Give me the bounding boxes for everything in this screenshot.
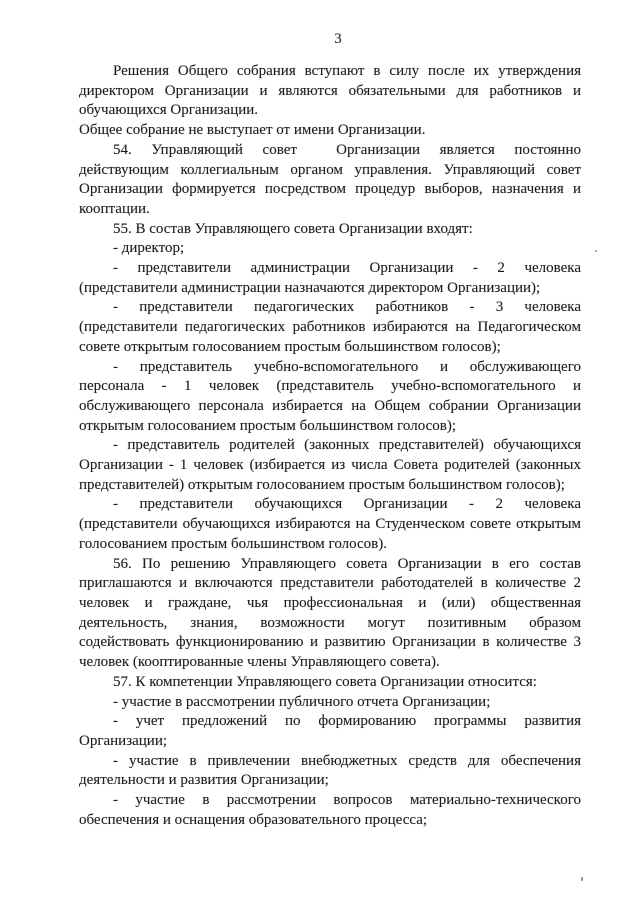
text-line: действующим коллегиальным органом управления. Управляющий совет <box>79 161 581 178</box>
scan-artifact-dot <box>581 877 584 881</box>
text-line: представителей) открытым голосованием простым большинством голосов); <box>79 476 565 493</box>
text-line: приглашаются и включаются представители работодателей в количестве 2 <box>79 575 581 592</box>
text-line: - директор; <box>113 240 185 257</box>
text-line: 56. По решению Управляющего совета Организации в его состав <box>113 555 581 572</box>
text-line: директором Организации и являются обязательными для работников и <box>79 82 581 99</box>
text-line: человек (кооптированные члены Управляющего совета). <box>79 654 440 671</box>
text-line: совете открытым голосованием простым большинством голосов); <box>79 338 501 355</box>
text-line: 54. Управляющий совет Организации является постоянно <box>113 141 581 158</box>
text-line: - представители педагогических работников - 3 человека <box>113 299 581 316</box>
text-line: - участие в привлечении внебюджетных средств для обеспечения <box>113 752 581 769</box>
text-line: голосованием простым большинством голосов). <box>79 535 387 552</box>
scan-artifact-dot <box>595 250 597 252</box>
text-line: - представители обучающихся Организации - 2 человека <box>113 496 581 513</box>
text-line: Организации формируется посредством процедур выборов, назначения и <box>79 181 581 198</box>
text-line: открытым голосованием простым большинством голосов); <box>79 417 456 434</box>
text-line: 57. К компетенции Управляющего совета Организации относится: <box>113 673 537 690</box>
text-line: обеспечения и оснащения образовательного процесса; <box>79 811 428 828</box>
text-line: Организации - 1 человек (избирается из числа Совета родителей (законных <box>79 457 581 474</box>
text-line: деятельности и развития Организации; <box>79 772 329 789</box>
text-line: Организации; <box>79 732 168 749</box>
text-line: деятельность, знания, возможности могут позитивным образом <box>79 614 581 631</box>
text-line: - представитель родителей (законных представителей) обучающихся <box>113 437 581 454</box>
text-line: (представители обучающихся избираются на Студенческом совете открытым <box>79 516 581 533</box>
text-line: - участие в рассмотрении вопросов материально-технического <box>113 792 581 809</box>
text-line: содействовать функционированию и развитию Организации в количестве 3 <box>79 634 581 651</box>
text-line: человек и граждане, чья профессиональная и (или) общественная <box>79 594 581 611</box>
text-line: кооптации. <box>79 200 150 217</box>
text-line: - представители администрации Организации - 2 человека <box>113 260 581 277</box>
text-line: 55. В состав Управляющего совета Организации входят: <box>113 220 473 237</box>
text-line: - учет предложений по формированию программы развития <box>113 713 581 730</box>
text-line: - представитель учебно-вспомогательного и обслуживающего <box>113 358 581 375</box>
text-line: обслуживающего персонала избирается на Общем собрании Организации <box>79 397 581 414</box>
text-line: персонала - 1 человек (представитель учебно-вспомогательного и <box>79 378 581 395</box>
page-number: 3 <box>334 31 342 47</box>
document-body <box>79 62 581 830</box>
text-line: Решения Общего собрания вступают в силу после их утверждения <box>113 63 581 79</box>
text-line: обучающихся Организации. <box>79 102 259 119</box>
text-line: Общее собрание не выступает от имени Организации. <box>79 122 426 139</box>
text-line: - участие в рассмотрении публичного отчета Организации; <box>113 693 491 710</box>
text-line: (представители администрации назначаются директором Организации); <box>79 279 541 296</box>
text-line: (представители педагогических работников избираются на Педагогическом <box>79 319 581 336</box>
